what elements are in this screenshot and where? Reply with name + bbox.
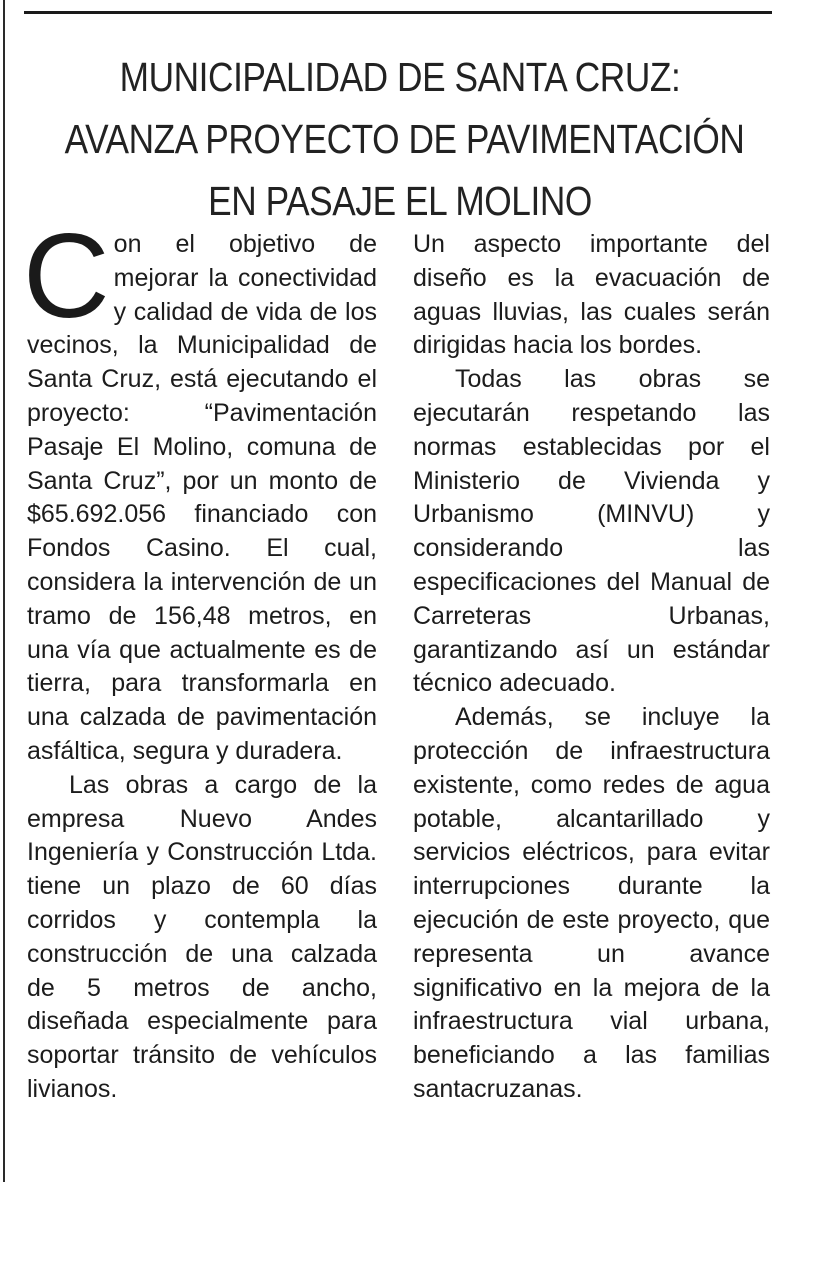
article-column-right [413,228,770,1107]
headline [64,46,745,232]
column-rule [3,0,5,1182]
headline-line: MUNICIPALIDAD DE SANTA CRUZ: [119,54,681,100]
headline-line: EN PASAJE EL MOLINO [208,178,592,224]
paragraph: Todas las obras se ejecutarán respetando las normas establecidas por el Ministerio de Vivienda y Urbanismo (MINVU) y considerando las especificaciones del Manual de Carreteras Urbanas, garantizando así un estándar técnico adecuado. [413,365,770,698]
paragraph-text: on el objetivo de mejorar la conectividad y calidad de vida de los vecinos, la Municipalidad de Santa Cruz, está ejecutando el proyecto: “Pavimentación Pasaje El Molino, comuna de Santa Cruz”, por un monto de $65.692.056 financiado con Fondos Casino. El cual, considera la intervención de un tramo de 156,48 metros, en una vía que actualmente es de tierra, para transformarla en una calzada de pavimentación asfáltica, segura y duradera. [27,230,377,765]
headline-line: AVANZA PROYECTO DE PAVIMENTACIÓN [64,116,745,162]
top-rule [24,11,772,14]
article-column-left [23,209,377,1107]
paragraph: Las obras a cargo de la empresa Nuevo Andes Ingeniería y Construcción Ltda. tiene un plazo de 60 días corridos y contempla la construcción de una calzada de 5 metros de ancho, diseñada especialmente para soportar tránsito de vehículos livianos. [27,770,377,1103]
drop-cap: C [23,209,110,343]
paragraph: Un aspecto importante del diseño es la evacuación de aguas lluvias, las cuales serán dirigidas hacia los bordes. [413,230,770,360]
paragraph [23,209,377,769]
paragraph: Además, se incluye la protección de infraestructura existente, como redes de agua potable, alcantarillado y servicios eléctricos, para evitar interrupciones durante la ejecución de este proyecto, que representa un avance significativo en la mejora de la infraestructura vial urbana, beneficiando a las familias santacruzanas. [413,703,770,1103]
